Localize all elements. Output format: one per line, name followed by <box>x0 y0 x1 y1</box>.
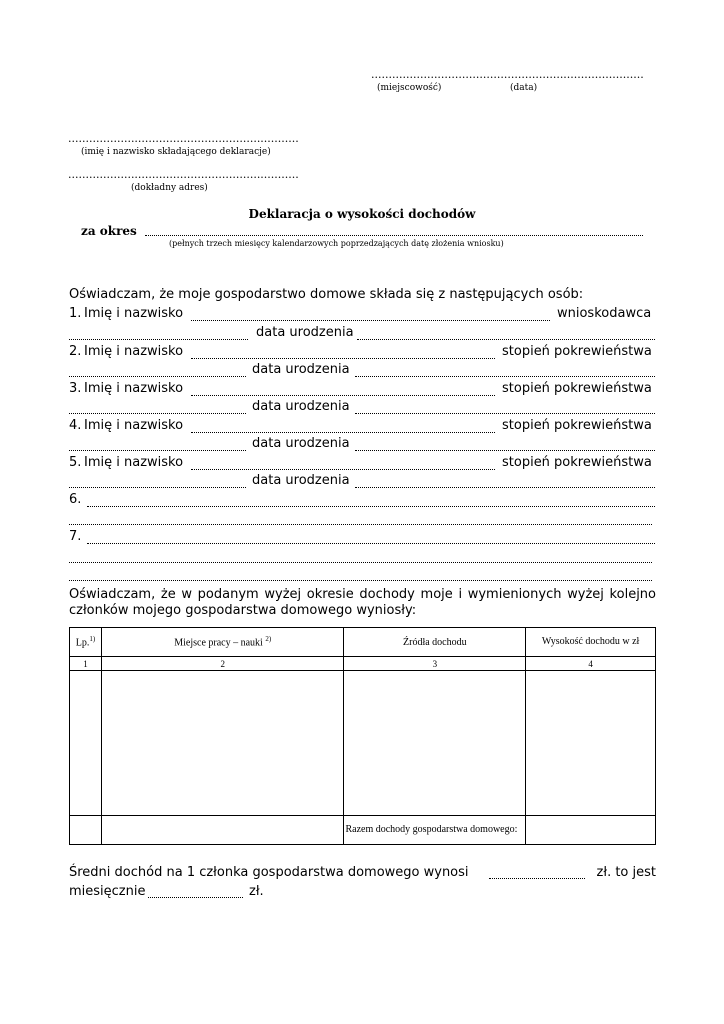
person-2-extra-field[interactable] <box>69 376 246 377</box>
person-7-number: 7. <box>69 529 82 544</box>
data-cell-amount[interactable] <box>526 671 656 816</box>
person-3-name-field[interactable] <box>191 395 495 396</box>
person-2-number: 2. <box>69 344 82 359</box>
average-per-member-field[interactable] <box>489 878 585 879</box>
table-data-row <box>70 671 656 816</box>
average-monthly-field[interactable] <box>148 897 243 898</box>
table-header-row <box>70 628 656 657</box>
col-number-4: 4 <box>526 657 656 671</box>
average-text-line1: Średni dochód na 1 członka gospodarstwa domowego wynosi <box>69 865 469 880</box>
person-1-role: wnioskodawca <box>557 306 652 321</box>
person-2-role: stopień pokrewieństwa <box>502 344 652 359</box>
person-2-name-field[interactable] <box>191 358 495 359</box>
person-4-birth-field[interactable] <box>355 450 655 451</box>
person-4-name-label: Imię i nazwisko <box>84 418 184 433</box>
person-1-name-field[interactable] <box>191 320 550 321</box>
total-cell-work <box>101 816 344 845</box>
place-label: (miejscowość) <box>377 83 442 93</box>
person-7-field-3[interactable] <box>69 580 652 581</box>
place-date-dots[interactable]: .............................................................................. <box>371 68 644 81</box>
person-6-number: 6. <box>69 492 82 507</box>
person-2-birth-field[interactable] <box>355 376 655 377</box>
header-work <box>101 628 344 657</box>
person-5-number: 5. <box>69 455 82 470</box>
period-note: (pełnych trzech miesięcy kalendarzowych poprzedzających datę złożenia wniosku) <box>169 239 504 248</box>
person-2-name-label: Imię i nazwisko <box>84 344 184 359</box>
header-amount: Wysokość dochodu w zł <box>526 628 656 657</box>
person-7-field[interactable] <box>87 543 655 544</box>
average-unit1: zł. to jest <box>596 865 656 880</box>
person-4-role: stopień pokrewieństwa <box>502 418 652 433</box>
person-3-extra-field[interactable] <box>69 413 246 414</box>
table-total-row <box>70 816 656 845</box>
header-work-text: Miejsce pracy – nauki <box>174 637 263 649</box>
average-unit2: zł. <box>249 884 264 899</box>
person-1-number: 1. <box>69 306 82 321</box>
person-5-name-field[interactable] <box>191 469 495 470</box>
col-number-1: 1 <box>70 657 102 671</box>
person-3-birth-field[interactable] <box>355 413 655 414</box>
header-work-footnote: 2) <box>265 635 272 644</box>
person-6-field[interactable] <box>87 506 655 507</box>
name-label: (imię i nazwisko składającego deklaracje) <box>81 147 271 157</box>
header-lp <box>70 628 102 657</box>
person-5-birth-label: data urodzenia <box>252 473 350 488</box>
header-source: Źródła dochodu <box>344 628 526 657</box>
person-2-birth-label: data urodzenia <box>252 362 350 377</box>
person-4-name-field[interactable] <box>191 432 495 433</box>
total-amount-field[interactable] <box>526 816 656 845</box>
total-cell-lp <box>70 816 102 845</box>
period-field[interactable] <box>145 235 643 236</box>
data-cell-lp[interactable] <box>70 671 102 816</box>
address-label: (dokładny adres) <box>131 183 208 193</box>
period-label: za okres <box>81 224 137 238</box>
data-cell-work[interactable] <box>101 671 344 816</box>
date-label: (data) <box>510 83 538 93</box>
person-3-role: stopień pokrewieństwa <box>502 381 652 396</box>
income-intro-line2: członków mojego gospodarstwa domowego wyniosły: <box>69 603 417 618</box>
document-title: Deklaracja o wysokości dochodów <box>248 207 476 221</box>
person-4-birth-label: data urodzenia <box>252 436 350 451</box>
table-number-row <box>70 657 656 671</box>
person-1-extra-field[interactable] <box>69 339 248 340</box>
col-number-3: 3 <box>344 657 526 671</box>
person-4-number: 4. <box>69 418 82 433</box>
data-cell-source[interactable] <box>344 671 526 816</box>
person-5-extra-field[interactable] <box>69 487 246 488</box>
header-lp-text: Lp. <box>75 637 90 649</box>
income-intro-line1: Oświadczam, że w podanym wyżej okresie dochody moje i wymienionych wyżej kolejno <box>69 587 656 602</box>
header-lp-footnote: 1) <box>89 635 96 644</box>
person-1-birth-label: data urodzenia <box>256 325 354 340</box>
income-table <box>69 627 656 845</box>
person-3-number: 3. <box>69 381 82 396</box>
person-5-name-label: Imię i nazwisko <box>84 455 184 470</box>
average-text-line2: miesięcznie <box>69 884 146 899</box>
name-dots[interactable]: .................................................................. <box>68 132 299 145</box>
address-dots[interactable]: .................................................................. <box>68 168 299 181</box>
person-1-name-label: Imię i nazwisko <box>84 306 184 321</box>
person-5-birth-field[interactable] <box>355 487 655 488</box>
person-3-name-label: Imię i nazwisko <box>84 381 184 396</box>
person-3-birth-label: data urodzenia <box>252 399 350 414</box>
household-intro: Oświadczam, że moje gospodarstwo domowe składa się z następujących osób: <box>69 287 584 302</box>
person-6-field-2[interactable] <box>69 524 652 525</box>
person-1-birth-field[interactable] <box>357 339 655 340</box>
person-5-role: stopień pokrewieństwa <box>502 455 652 470</box>
person-4-extra-field[interactable] <box>69 450 246 451</box>
total-label: Razem dochody gospodarstwa domowego: <box>344 816 526 845</box>
person-7-field-2[interactable] <box>69 562 652 563</box>
col-number-2: 2 <box>101 657 344 671</box>
